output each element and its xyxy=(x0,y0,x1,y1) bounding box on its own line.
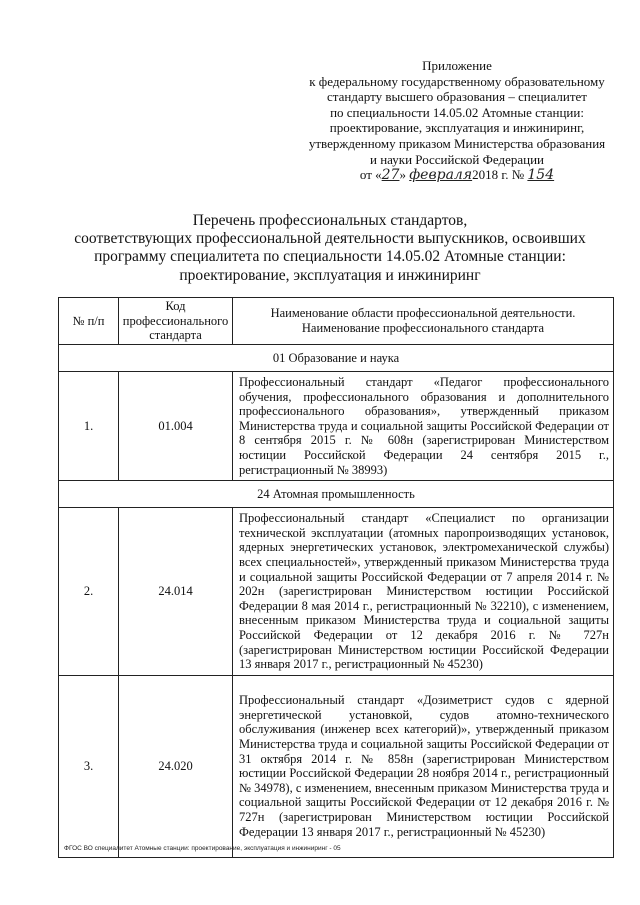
order-date-line xyxy=(302,167,612,184)
standards-table xyxy=(58,297,614,858)
header-code: Код профессионального стандарта xyxy=(119,298,233,345)
row-number: 1. xyxy=(59,372,119,481)
page-footer: ФГОС ВО специалитет Атомные станции: проектирование, эксплуатация и инжиниринг - 05 xyxy=(64,845,341,852)
standard-code: 01.004 xyxy=(119,372,233,481)
appendix-line: стандарту высшего образования – специалитет xyxy=(327,89,587,105)
appendix-line: проектирование, эксплуатация и инжиниринг, xyxy=(329,120,585,136)
table-row xyxy=(59,675,614,857)
standard-description: Профессиональный стандарт «Дозиметрист судов с ядерной энергетической установкой, судов атомно-технического обслуживания (инженер всех категорий)», утвержденный приказом Министерства труда и социальной защиты Российской Федерации от 31 октября 2014 г. № 858н (зарегистрирован Министерством юстиции Российской Федерации 28 ноября 2014 г., регистрационный № 34978), с изменением, внесенным приказом Министерства труда и социальной защиты Российской Федерации от 12 декабря 2016 г. № 727н (зарегистрирован Министерством юстиции Российской Федерации 13 января 2017 г., регистрационный № 45230) xyxy=(233,675,614,857)
appendix-line: Приложение xyxy=(422,58,492,73)
area-row xyxy=(59,481,614,508)
standard-description: Профессиональный стандарт «Специалист по организации технической эксплуатации (атомных паропроизводящих установок, ядерных энергетических установок, электромеханической службы) всех специальностей», утвержденный приказом Министерства труда и социальной защиты Российской Федерации от 7 апреля 2014 г. № 202н (зарегистрирован Министерством юстиции Российской Федерации 8 мая 2014 г., регистрационный № 32210), с изменением, внесенным приказом Министерства труда и социальной защиты Российской Федерации от 12 декабря 2016 г. № 727н (зарегистрирован Министерством юстиции Российской Федерации 13 января 2017 г., регистрационный № 45230) xyxy=(233,508,614,676)
date-prefix: от « xyxy=(359,167,382,183)
table-header-row xyxy=(59,298,614,345)
area-nuclear-industry: 24 Атомная промышленность xyxy=(59,481,614,508)
row-number: 3. xyxy=(59,675,119,857)
appendix-line: по специальности 14.05.02 Атомные станции: xyxy=(330,104,584,120)
document-title xyxy=(40,212,620,285)
appendix-line: и науки Российской Федерации xyxy=(369,151,544,167)
title-line: проектирование, эксплуатация и инжиниринг xyxy=(179,266,481,284)
standard-code: 24.020 xyxy=(119,675,233,857)
table-row xyxy=(59,372,614,481)
handwritten-day: 27 xyxy=(381,167,400,184)
appendix-header xyxy=(302,58,612,184)
header-number: № п/п xyxy=(59,298,119,345)
header-name: Наименование области профессиональной деятельности. Наименование профессионального стандарта xyxy=(233,298,614,345)
standard-description: Профессиональный стандарт «Педагог профессионального обучения, профессионального образования и дополнительного профессионального образования», утвержденный приказом Министерства труда и социальной защиты Российской Федерации от 8 сентября 2015 г. № 608н (зарегистрирован Министерством юстиции Российской Федерации 24 сентября 2015 г., регистрационный № 38993) xyxy=(233,372,614,481)
title-line: программу специалитета по специальности 14.05.02 Атомные станции: xyxy=(94,248,566,266)
table-row xyxy=(59,508,614,676)
date-year: 2018 г. № xyxy=(472,167,525,183)
date-mid: » xyxy=(399,167,406,183)
appendix-line: утвержденному приказом Министерства образования xyxy=(308,135,606,151)
appendix-line: к федеральному государственному образовательному xyxy=(309,73,605,89)
row-number: 2. xyxy=(59,508,119,676)
handwritten-month: февраля xyxy=(409,167,473,184)
area-row xyxy=(59,345,614,372)
handwritten-order-number: 154 xyxy=(527,167,555,184)
title-line: соответствующих профессиональной деятельности выпускников, освоивших xyxy=(74,230,586,248)
title-line: Перечень профессиональных стандартов, xyxy=(192,212,468,229)
standard-code: 24.014 xyxy=(119,508,233,676)
area-education: 01 Образование и наука xyxy=(59,345,614,372)
